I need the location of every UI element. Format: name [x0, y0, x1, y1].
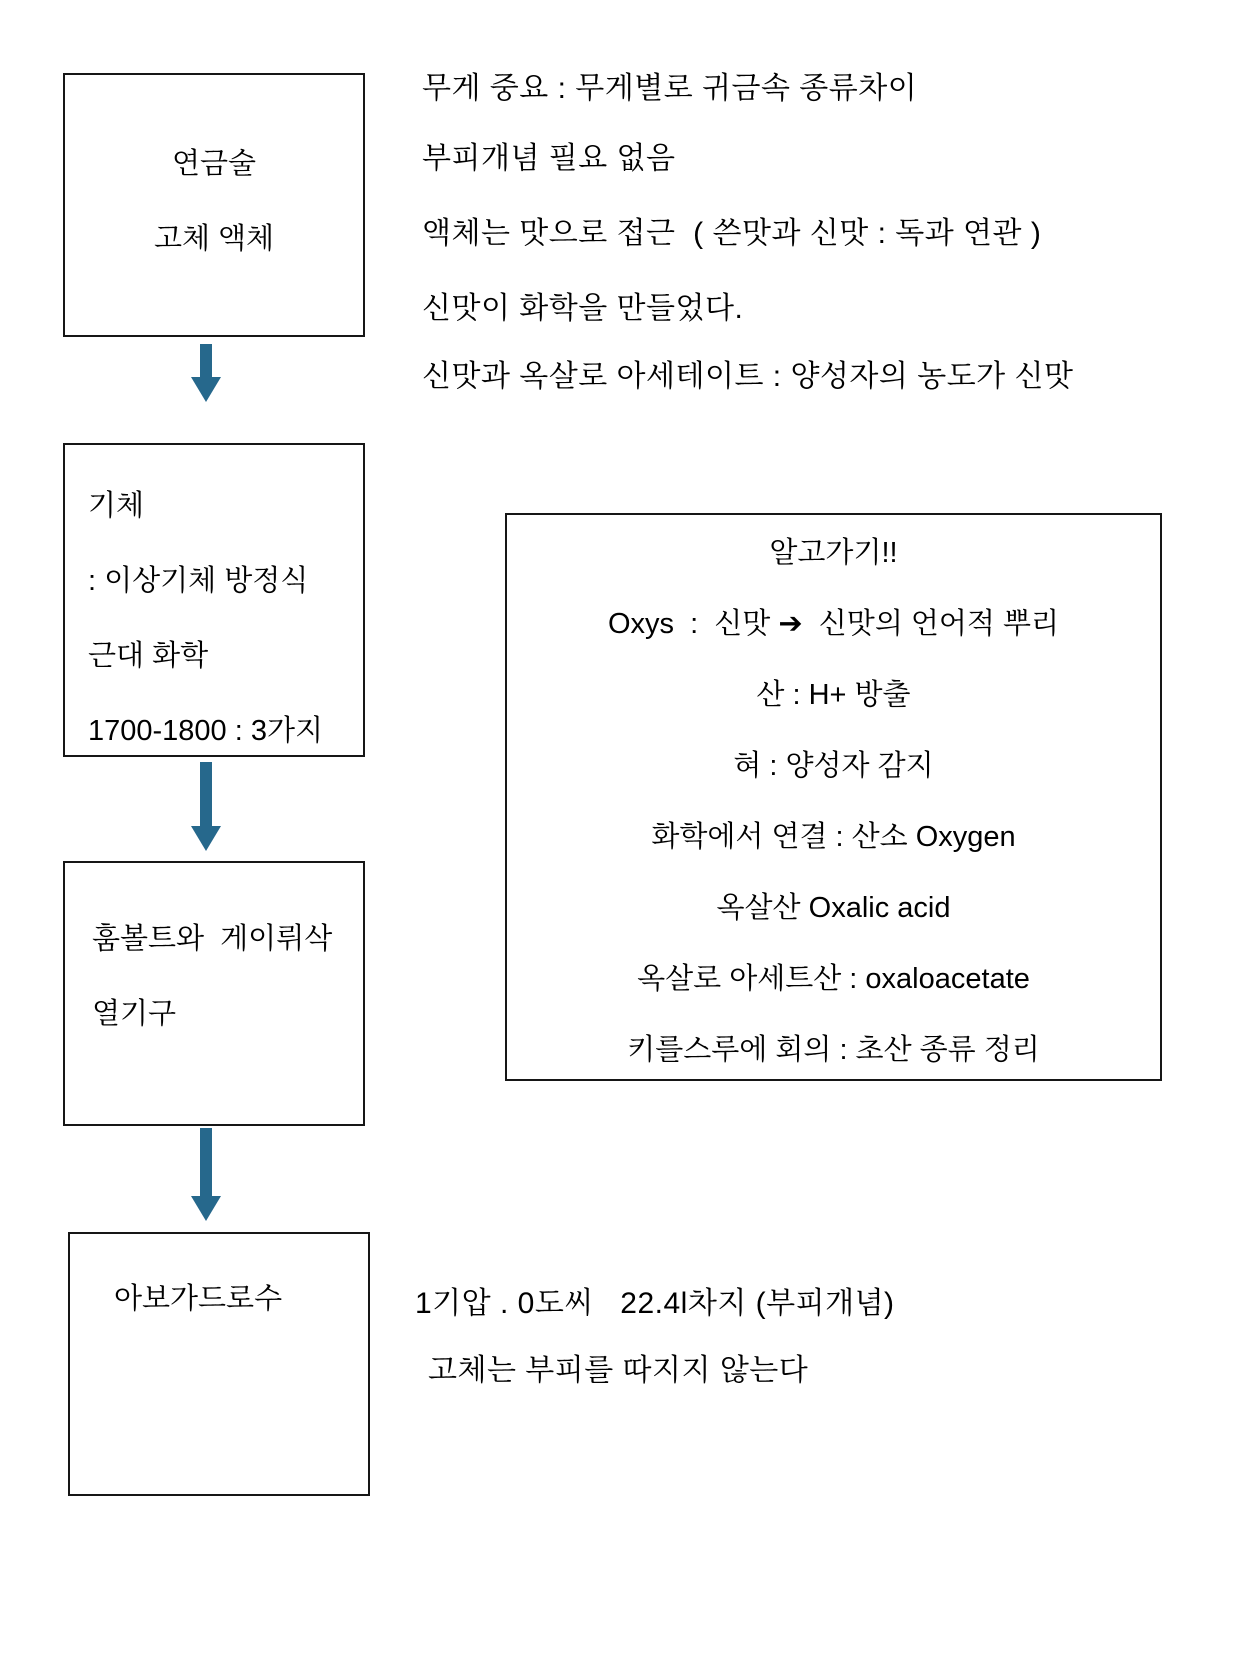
box-text-line: 연금술 [171, 148, 257, 180]
info-line: Oxys : 신맛 ➔ 신맛의 언어적 뿌리 [607, 608, 1060, 640]
arrow-shaft [200, 1128, 212, 1196]
info-box [505, 513, 1162, 1081]
box-text-line: 아보가드로수 [114, 1283, 283, 1315]
flow-box-alchemy [63, 73, 365, 337]
flow-box-gas [63, 443, 365, 757]
arrow-down-icon [191, 344, 221, 402]
note-line: 신맛이 화학을 만들었다. [422, 292, 744, 325]
arrow-down-icon [191, 1128, 221, 1221]
box-text-line: 열기구 [92, 998, 177, 1030]
note-line: 무게 중요 : 무게별로 귀금속 종류차이 [422, 72, 918, 105]
arrow-head [191, 377, 221, 402]
flow-box-avogadro [68, 1232, 370, 1496]
box-text-line: 1700-1800 : 3가지 [88, 715, 324, 747]
box-text-line: : 이상기체 방정식 [88, 565, 309, 597]
arrow-head [191, 826, 221, 851]
box-text-line: 근대 화학 [88, 640, 209, 672]
info-line: 옥살로 아세트산 : oxaloacetate [637, 963, 1030, 995]
flow-box-humboldt [63, 861, 365, 1126]
arrow-head [191, 1196, 221, 1221]
info-line: 화학에서 연결 : 산소 Oxygen [651, 821, 1016, 853]
box-text-line: 고체 액체 [153, 223, 275, 255]
info-line: 산 : H+ 방출 [756, 679, 911, 711]
arrow-down-icon [191, 762, 221, 851]
note-line: 신맛과 옥살로 아세테이트 : 양성자의 농도가 신맛 [422, 360, 1074, 393]
box-text-line: 훔볼트와 게이뤼삭 [92, 923, 333, 955]
info-line: 키를스루에 회의 : 초산 종류 정리 [627, 1034, 1040, 1066]
note-line: 부피개념 필요 없음 [422, 142, 676, 175]
info-box-title: 알고가기!! [769, 537, 898, 569]
arrow-shaft [200, 762, 212, 826]
info-line: 옥살산 Oxalic acid [716, 892, 951, 924]
arrow-shaft [200, 344, 212, 377]
note-line: 1기압 . 0도씨 22.4l차지 (부피개념) [415, 1287, 895, 1320]
note-line: 고체는 부피를 따지지 않는다 [428, 1354, 809, 1387]
note-line: 액체는 맛으로 접근 ( 쓴맛과 신맛 : 독과 연관 ) [422, 217, 1042, 250]
box-text-line: 기체 [88, 490, 145, 522]
info-line: 혀 : 양성자 감지 [733, 750, 934, 782]
